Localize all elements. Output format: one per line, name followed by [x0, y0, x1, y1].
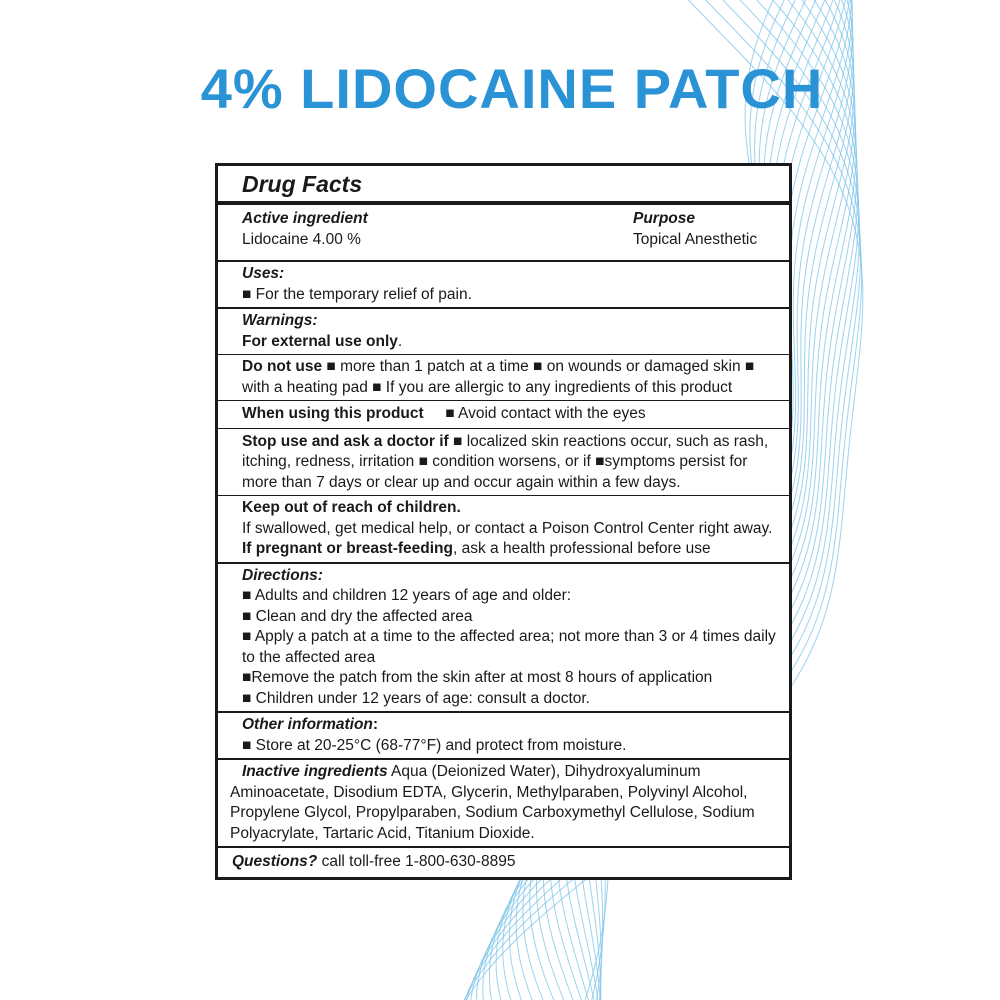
directions-item: ■ Children under 12 years of age: consult a doctor. — [242, 689, 590, 707]
external-use-text: For external use only — [242, 332, 398, 350]
questions-section — [218, 848, 789, 877]
other-information-text: ■ Store at 20-25°C (68-77°F) and protect from moisture. — [242, 736, 627, 754]
active-ingredient-value: Lidocaine 4.00 % — [242, 230, 361, 248]
drug-facts-header: Drug Facts — [218, 166, 789, 205]
directions-item: ■Remove the patch from the skin after at most 8 hours of application — [242, 669, 713, 686]
drug-facts-panel — [215, 163, 792, 880]
product-title: 4% LIDOCAINE PATCH — [200, 57, 824, 120]
other-information-label: Other information — [242, 716, 373, 733]
directions-item: ■ Clean and dry the affected area — [242, 607, 473, 625]
directions-section — [218, 564, 789, 714]
stop-use-text: ■ localized skin reactions occur, such as rash, itching, redness, irritation ■ condition worsens, or if ■symptoms persist for more than 7 days or clear up and occur again within a few days. — [242, 432, 769, 491]
inactive-ingredients-text: Aqua (Deionized Water), Dihydroxyaluminum Aminoacetate, Disodium EDTA, Glycerin, Methylparaben, Polyvinyl Alcohol, Propylene Glycol, Propylparaben, Sodium Carboxymethyl Cellulose, Sodium Polyacrylate, Tartaric Acid, Titanium Dioxide. — [230, 763, 755, 842]
active-ingredient-label: Active ingredient — [242, 210, 368, 227]
swallowed-text: If swallowed, get medical help, or contact a Poison Control Center right away. — [242, 519, 773, 537]
stop-use-label: Stop use and ask a doctor if — [242, 432, 449, 450]
directions-item: ■ Adults and children 12 years of age and older: — [242, 587, 572, 604]
external-use-period: . — [397, 332, 403, 350]
keep-out-section — [218, 496, 789, 564]
purpose-label: Purpose — [633, 210, 696, 227]
when-using-label: When using this product — [242, 405, 424, 422]
inactive-ingredients-section — [218, 760, 789, 848]
uses-item: ■ For the temporary relief of pain. — [242, 285, 472, 303]
other-information-section — [218, 713, 789, 760]
pregnant-text: , ask a health professional before use — [453, 540, 711, 557]
directions-label: Directions: — [242, 566, 323, 584]
do-not-use-label: Do not use — [242, 358, 323, 375]
keep-out-label: Keep out of reach of children. — [242, 499, 461, 516]
do-not-use-text: ■ more than 1 patch at a time ■ on wounds or damaged skin ■ with a heating pad ■ If you are allergic to any ingredients of this product — [242, 358, 755, 396]
active-ingredient-section — [218, 205, 789, 262]
when-using-text: ■ Avoid contact with the eyes — [423, 405, 646, 422]
directions-item: ■ Apply a patch at a time to the affected area; not more than 3 or 4 times daily to the affected area — [242, 628, 776, 666]
do-not-use-section — [218, 355, 789, 401]
other-information-colon: : — [372, 716, 379, 733]
warnings-section — [218, 309, 789, 355]
questions-label: Questions? — [232, 853, 318, 870]
uses-section — [218, 262, 789, 309]
uses-label: Uses: — [242, 265, 285, 282]
warnings-label: Warnings: — [242, 312, 318, 329]
inactive-ingredients-label: Inactive ingredients — [242, 763, 388, 780]
pregnant-label: If pregnant or breast-feeding — [242, 540, 453, 557]
questions-text: call toll-free 1-800-630-8895 — [317, 853, 516, 870]
purpose-value: Topical Anesthetic — [633, 230, 758, 248]
stop-use-section — [218, 429, 789, 497]
when-using-section — [218, 401, 789, 429]
